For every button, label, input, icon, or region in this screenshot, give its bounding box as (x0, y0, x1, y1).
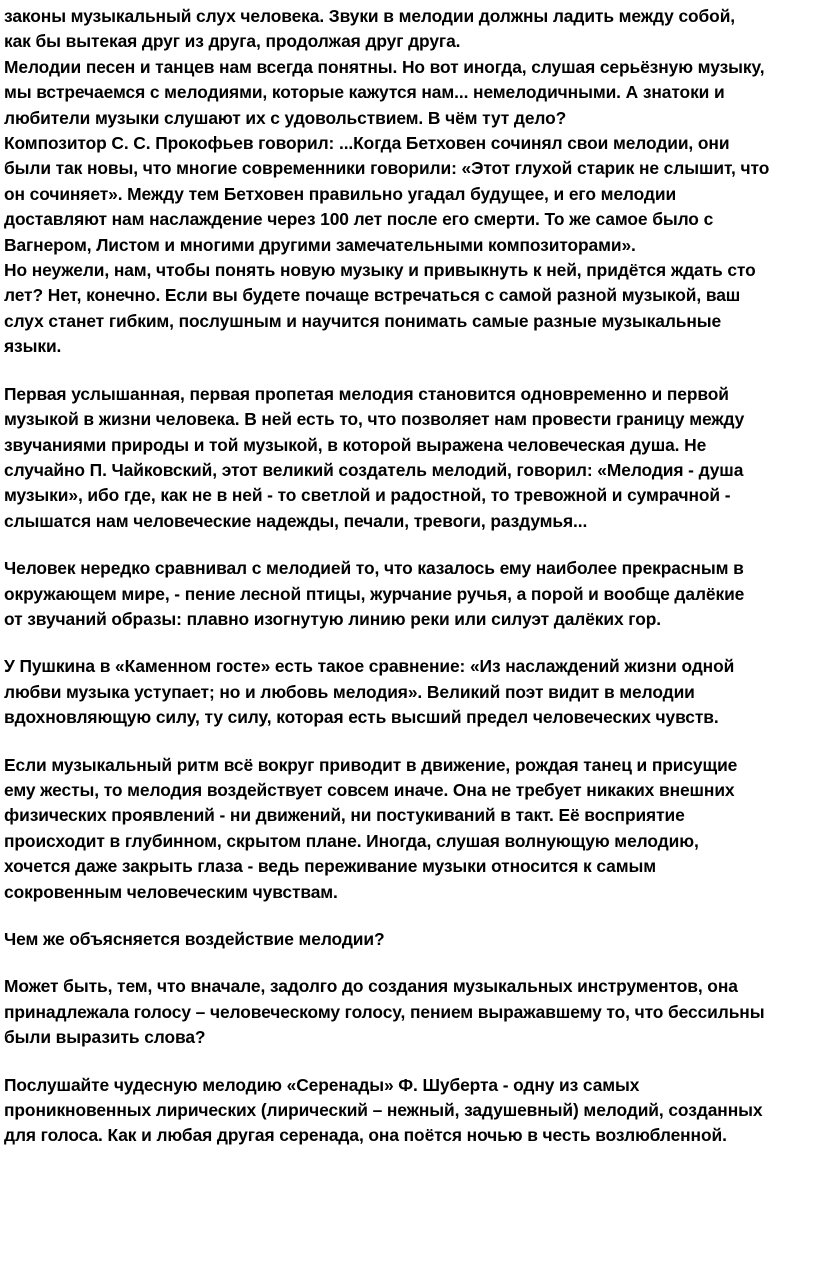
paragraph-gap (4, 360, 812, 382)
paragraph-comparison: Человек нередко сравнивал с мелодией то, что казалось ему наиболее прекрасным в окружающем мире, - пение лесной птицы, журчание ручья, а порой и вообще далёкие от звучаний образы: плавно изогнутую линию реки или силуэт далёких гор. (4, 558, 745, 629)
paragraph-gap (4, 731, 812, 753)
paragraph-rhythm: Если музыкальный ритм всё вокруг приводит в движение, рождая танец и присущие ему жесты, то мелодия воздействует совсем иначе. Она не требует никаких внешних физических проявлений - ни движений, ни постукиваний в такт. Её восприятие происходит в глубинном, скрытом плане. Иногда, слушая волнующую мелодию, хочется даже закрыть глаза - ведь переживание музыки относится к самым сокровенным человеческим чувствам. (4, 754, 738, 902)
paragraph-intro: законы музыкальный слух человека. Звуки в мелодии должны ладить между собой, как бы вытекая друг из друга, продолжая друг друга. Мелодии песен и танцев нам всегда понятны. Но вот иногда, слушая серьёзную музыку, мы встречаемся с мелодиями, которые кажутся нам... немелодичными. А знатоки и любители музыки слушают их с удовольствием. В чём тут дело? Композитор С. С. Прокофьев говорил: ...Когда Бетховен сочинял свои мелодии, они были так новы, что многие современники говорили: «Этот глухой старик не слышит, что он сочиняет». Между тем Бетховен правильно угадал будущее, и его мелодии доставляют нам наслаждение через 100 лет после его смерти. То же самое было с Вагнером, Листом и многими другими замечательными композиторами». Но неужели, нам, чтобы понять новую музыку и привыкнуть к ней, придётся ждать сто лет? Нет, конечно. Если вы будете почаще встречаться с самой разной музыкой, ваш слух станет гибким, послушным и научится понимать самые разные музыкальные языки. (4, 6, 770, 357)
paragraph-serenade: Послушайте чудесную мелодию «Серенады» Ф. Шуберта - одну из самых проникновенных лирических (лирический – нежный, задушевный) мелодий, созданных для голоса. Как и любая другая серенада, она поётся ночью в честь возлюбленной. (4, 1074, 763, 1146)
paragraph-gap (4, 952, 812, 974)
paragraph-first-melody: Первая услышанная, первая пропетая мелодия становится одновременно и первой музыкой в жизни человека. В ней есть то, что позволяет нам провести границу между звучаниями природы и той музыкой, в которой выражена человеческая душа. Не случайно П. Чайковский, этот великий создатель мелодий, говорил: «Мелодия - душа музыки», ибо где, как не в ней - то светлой и радостной, то тревожной и сумрачной - слышатся нам человеческие надежды, печали, тревоги, раздумья... (4, 383, 745, 531)
paragraph-gap (4, 632, 812, 654)
paragraph-gap (4, 905, 812, 927)
paragraph-gap (4, 534, 812, 556)
paragraph-pushkin: У Пушкина в «Каменном госте» есть такое сравнение: «Из наслаждений жизни одной любви музыка уступает; но и любовь мелодия». Великий поэт видит в мелодии вдохновляющую силу, ту силу, которая есть высший предел человеческих чувств. (4, 656, 735, 728)
paragraph-voice: Может быть, тем, что вначале, задолго до создания музыкальных инструментов, она принадлежала голосу – человеческому голосу, пением выражавшему то, что бессильны были выразить слова? (4, 976, 765, 1048)
paragraph-question: Чем же объясняется воздействие мелодии? (4, 929, 385, 949)
paragraph-gap (4, 1051, 812, 1073)
